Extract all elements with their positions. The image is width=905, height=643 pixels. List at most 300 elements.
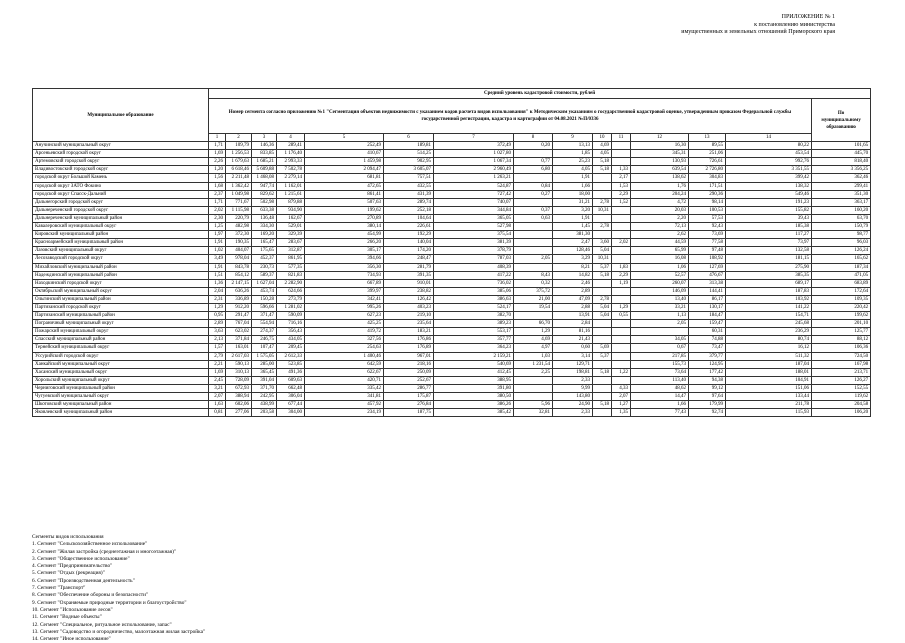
value-cell: 1,91 [209,263,226,271]
value-cell: 1 627,04 [252,279,277,287]
value-cell: 727,42 [434,190,514,198]
value-cell: 1,97 [209,231,226,239]
value-cell: 100,53 [689,206,726,214]
value-cell: 417,22 [434,271,514,279]
value-cell: 80,74 [726,336,812,344]
value-cell: 199,62 [812,312,871,320]
value-cell: 151,06 [726,384,812,392]
municipality-name: Михайловский муниципальный район [33,263,209,271]
municipality-name: Надеждинский муниципальный район [33,271,209,279]
value-cell: 1,29 [209,303,226,311]
column-number: 3 [252,134,277,142]
value-cell: 129,71 [553,360,593,368]
value-cell: 2,20 [631,214,689,222]
value-cell: 357,77 [434,336,514,344]
value-cell: 375,72 [514,287,553,295]
table-row [33,198,871,206]
value-cell: 639,54 [631,166,689,174]
value-cell [593,393,612,401]
value-cell: 622,67 [305,368,384,376]
value-cell: 92,74 [689,409,726,417]
value-cell: 382,70 [434,312,514,320]
value-cell: 21,00 [514,295,553,303]
value-cell: 211,78 [726,401,812,409]
value-cell: 65,99 [631,247,689,255]
column-number: 12 [631,134,689,142]
value-cell: 48,62 [631,384,689,392]
value-cell: 1,33 [612,166,631,174]
value-cell: 861,95 [277,255,305,263]
value-cell: 305,17 [305,247,384,255]
value-cell: 14,82 [553,271,593,279]
value-cell [612,158,631,166]
value-cell: 125,77 [812,328,871,336]
value-cell: 201,10 [812,320,871,328]
table-row [33,393,871,401]
value-cell: 290,36 [689,190,726,198]
value-cell: 133,44 [726,393,812,401]
value-cell: 1 231,54 [514,360,553,368]
value-cell: 399,42 [726,174,812,182]
value-cell: 394,66 [305,255,384,263]
legend-item: 9. Сегмент "Охраняемые природные территории и благоустройство" [32,599,187,606]
value-cell: 66,70 [514,320,553,328]
value-cell: 73,47 [689,344,726,352]
value-cell: 549,46 [726,190,812,198]
value-cell [612,206,631,214]
value-cell [612,344,631,352]
value-cell: 2,79 [209,352,226,360]
value-cell [514,393,553,401]
value-cell [612,231,631,239]
legend-item: 1. Сегмент "Сельскохозяйственное использование" [32,541,148,548]
value-cell [514,376,553,384]
value-cell: 63,70 [812,214,871,222]
value-cell [612,336,631,344]
legend-item: 11. Сегмент "Водные объекты" [32,614,102,621]
value-cell [612,295,631,303]
table-row [33,344,871,352]
value-cell: 150,28 [252,295,277,303]
value-cell: 385,42 [434,409,514,417]
value-cell: 73,69 [689,231,726,239]
column-number: 13 [689,134,726,142]
value-cell: 92,43 [689,223,726,231]
value-cell: 218,16 [384,360,434,368]
value-cell: 609,63 [277,376,305,384]
value-cell: 1,45 [553,223,593,231]
value-cell: 187,75 [384,409,434,417]
value-cell: 47,09 [553,295,593,303]
value-cell: 843,78 [226,263,252,271]
value-cell: 372,30 [226,231,252,239]
value-cell: 160,20 [812,206,871,214]
value-cell: 2 147,15 [226,279,252,287]
value-cell: 1,25 [209,223,226,231]
table-row [33,279,871,287]
value-cell: 98,14 [689,198,726,206]
value-cell: 0,27 [514,190,553,198]
value-cell: 304,83 [689,174,726,182]
appendix-line-2: к постановлению министерства [754,21,835,28]
value-cell: 220,79 [226,214,252,222]
value-cell: 1,69 [209,368,226,376]
value-cell: 523,85 [277,360,305,368]
value-cell: 2,07 [209,393,226,401]
table-row [33,239,871,247]
value-cell: 2,07 [612,393,631,401]
value-cell: 5,18 [593,271,612,279]
value-cell [514,384,553,392]
value-cell: 577,35 [277,263,305,271]
legend-title: Сегменты видов использования [32,534,104,540]
value-cell: 2 159,21 [434,352,514,360]
value-cell: 381,30 [553,231,593,239]
value-cell: 165,62 [812,255,871,263]
appendix-line-3: имущественных и земельных отношений Приморского края [681,29,835,35]
value-cell: 716,16 [277,320,305,328]
value-cell: 2 612,33 [277,352,305,360]
value-cell: 127,69 [689,263,726,271]
value-cell: 4,97 [514,344,553,352]
value-cell: 81,16 [553,328,593,336]
value-cell: 299,41 [812,182,871,190]
value-cell: 386,26 [434,401,514,409]
municipality-name: Владивостокский городской округ [33,166,209,174]
value-cell: 126,27 [812,376,871,384]
value-cell: 32,81 [514,409,553,417]
value-cell: 589,37 [252,271,277,279]
value-cell: 452,37 [252,255,277,263]
value-cell: 2,29 [612,190,631,198]
value-cell: 453,74 [252,287,277,295]
value-cell: 226,61 [384,223,434,231]
value-cell: 399,97 [305,287,384,295]
value-cell: 1,56 [209,174,226,182]
value-cell: 4,05 [553,166,593,174]
value-cell: 524,17 [434,303,514,311]
value-cell: 5,18 [593,368,612,376]
value-cell: 2,05 [631,320,689,328]
value-cell: 136,48 [252,214,277,222]
value-cell: 289,74 [384,198,434,206]
value-cell [514,231,553,239]
value-cell: 106,36 [812,344,871,352]
table-row [33,166,871,174]
value-cell: 4,33 [612,384,631,392]
value-cell: 524,87 [434,182,514,190]
value-cell: 291,47 [226,312,252,320]
value-cell: 273,79 [277,295,305,303]
value-cell: 2 960,49 [434,166,514,174]
value-cell: 404,07 [226,247,252,255]
value-cell [612,142,631,150]
value-cell: 457,92 [305,401,384,409]
municipality-name: Ольгинский муниципальный район [33,295,209,303]
value-cell: 2,47 [553,239,593,247]
value-cell: 342,41 [305,295,384,303]
value-cell: 219,10 [384,312,434,320]
appendix-header [605,14,835,37]
value-cell: 1 400,46 [305,352,384,360]
value-cell: 5,37 [593,263,612,271]
value-cell: 175,65 [252,247,277,255]
value-cell: 1,71 [209,142,226,150]
value-cell: 3 356,25 [812,166,871,174]
value-cell: 44,59 [631,239,689,247]
value-cell: 724,50 [812,352,871,360]
value-cell: 371,70 [252,384,277,392]
value-cell: 1,27 [612,401,631,409]
value-cell: 1,76 [631,182,689,190]
value-cell: 453,54 [726,150,812,158]
value-cell: 425,25 [305,320,384,328]
value-cell: 379,77 [689,352,726,360]
value-cell: 183,21 [384,328,434,336]
value-cell: 250,09 [384,368,434,376]
value-cell: 113,40 [631,376,689,384]
value-cell: 736,02 [434,279,514,287]
value-cell: 378,79 [434,247,514,255]
value-cell: 771,67 [226,198,252,206]
value-cell: 96,03 [812,239,871,247]
value-cell: 39,43 [726,214,812,222]
value-cell: 438,99 [252,401,277,409]
value-cell: 252,18 [384,206,434,214]
value-cell: 117,27 [726,231,812,239]
value-cell: 1 162,01 [277,182,305,190]
value-cell: 912,20 [226,303,252,311]
value-cell: 0,20 [514,142,553,150]
value-cell: 2 617,03 [226,352,252,360]
value-cell: 313,38 [689,279,726,287]
value-cell [593,174,612,182]
value-cell: 289,41 [277,142,305,150]
value-cell: 73,97 [726,239,812,247]
value-cell: 162,67 [277,214,305,222]
value-cell: 403,23 [384,303,434,311]
value-cell: 381,39 [434,239,514,247]
value-cell [612,150,631,158]
legend-item: 3. Сегмент "Общественное использование" [32,555,130,562]
value-cell [612,360,631,368]
value-cell [631,328,689,336]
value-cell: 391,80 [434,384,514,392]
table-row [33,312,871,320]
value-cell: 627,23 [305,312,384,320]
value-cell: 8,43 [514,271,553,279]
value-cell: 3 351,55 [726,166,812,174]
value-cell: 141,22 [726,303,812,311]
table-body [33,142,871,417]
value-cell [514,174,553,182]
table-row [33,376,871,384]
column-number: 2 [226,134,252,142]
municipality-name: Арсеньевский городской округ [33,150,209,158]
value-cell: 140,04 [384,239,434,247]
value-cell: 236,29 [726,328,812,336]
value-cell: 169,20 [252,231,277,239]
value-cell: 106,20 [812,409,871,417]
value-cell: 88,12 [812,336,871,344]
municipality-name: городской округ Спасск-Дальний [33,190,209,198]
municipality-name: Партизанский городской округ [33,303,209,311]
value-cell: 274,37 [252,328,277,336]
value-cell: 385,06 [434,287,514,295]
value-cell: 1,66 [631,401,689,409]
value-cell: 107,47 [252,344,277,352]
value-cell: 623,02 [226,328,252,336]
value-cell: 507,63 [305,198,384,206]
column-number: 9 [553,134,593,142]
value-cell: 596,66 [252,303,277,311]
value-cell: 1,29 [612,303,631,311]
value-cell: 5,18 [593,158,612,166]
value-cell: 391,35 [384,271,434,279]
value-cell: 934,90 [277,206,305,214]
municipality-name: Чугуевский муниципальный округ [33,393,209,401]
value-cell: 910,01 [384,279,434,287]
value-cell: 77,58 [689,239,726,247]
appendix-number: ПРИЛОЖЕНИЕ № 1 [781,14,835,20]
table-row [33,271,871,279]
municipality-name: Партизанский муниципальный район [33,312,209,320]
value-cell: 2 094,47 [305,166,384,174]
value-cell: 0,95 [209,312,226,320]
value-cell: 1,20 [209,166,226,174]
value-cell: 1 049,98 [226,190,252,198]
column-number: 6 [384,134,434,142]
value-cell [612,328,631,336]
value-cell: 57,53 [689,214,726,222]
value-cell: 5,96 [514,401,553,409]
value-cell: 99,12 [689,384,726,392]
value-cell: 2,13 [209,336,226,344]
value-cell: 385,35 [726,271,812,279]
value-cell: 159,47 [689,320,726,328]
legend-item: 12. Сегмент "Специальное, ритуальное использование, запас" [32,621,172,628]
value-cell: 821,83 [277,271,305,279]
value-cell: 757,51 [384,174,434,182]
municipality-name: Пожарский муниципальный округ [33,328,209,336]
table-row [33,336,871,344]
value-cell: 187,83 [726,287,812,295]
value-cell: 73,64 [631,368,689,376]
value-cell: 476,67 [689,271,726,279]
value-cell: 2,25 [514,368,553,376]
column-number: 4 [277,134,305,142]
value-cell: 1,69 [209,150,226,158]
value-cell: 0,63 [514,214,553,222]
municipality-name: Красноармейский муниципальный район [33,239,209,247]
value-cell: 677,44 [277,401,305,409]
value-cell: 128,46 [553,247,593,255]
value-cell: 2,31 [209,295,226,303]
value-cell: 3,20 [553,206,593,214]
municipality-name: Лесозаводский городской округ [33,255,209,263]
value-cell: 204,24 [631,190,689,198]
value-cell: 277,06 [226,409,252,417]
value-cell: 172,64 [812,287,871,295]
value-cell: 187,04 [726,360,812,368]
table-row [33,206,871,214]
value-cell: 689,17 [726,279,812,287]
value-cell: 242,95 [252,393,277,401]
value-cell: 109,35 [812,295,871,303]
value-cell: 1,13 [631,312,689,320]
value-cell: 434,05 [277,336,305,344]
value-cell: 511,32 [726,352,812,360]
column-number: 8 [514,134,553,142]
value-cell: 2 993,33 [277,158,305,166]
value-cell: 209,45 [277,344,305,352]
value-cell: 2,21 [209,360,226,368]
value-cell [514,239,553,247]
value-cell: 6 618,46 [226,166,252,174]
table-row [33,223,871,231]
value-cell: 3,63 [209,328,226,336]
value-cell: 213,71 [812,368,871,376]
value-cell: 740,07 [434,198,514,206]
value-cell: 234,19 [305,409,384,417]
value-cell: 154,71 [726,312,812,320]
value-cell: 124,95 [689,360,726,368]
value-cell: 1 263,21 [434,174,514,182]
value-cell: 204,58 [812,401,871,409]
value-cell: 146,36 [252,142,277,150]
legend-item: 10. Сегмент "Использование лесов" [32,606,113,613]
value-cell [514,198,553,206]
value-cell: 0,81 [209,409,226,417]
value-cell: 192,29 [384,231,434,239]
table-row [33,263,871,271]
value-cell [612,376,631,384]
value-cell: 188,01 [726,368,812,376]
value-cell: 681,81 [305,174,384,182]
legend-item: 8. Сегмент "Обеспечение обороны и безопасности" [32,592,149,599]
value-cell: 602,06 [226,401,252,409]
value-cell: 203,58 [252,409,277,417]
value-cell: 5,69 [593,344,612,352]
value-cell [593,328,612,336]
table-row [33,182,871,190]
value-cell: 109,79 [226,142,252,150]
value-cell: 1,36 [209,279,226,287]
value-cell [612,223,631,231]
municipality-name: Анучинский муниципальный округ [33,142,209,150]
value-cell: 260,07 [631,279,689,287]
value-cell: 365,45 [252,368,277,376]
column-number: 10 [593,134,612,142]
value-cell [514,150,553,158]
value-cell: 0,84 [514,182,553,190]
value-cell: 245,68 [726,320,812,328]
value-cell: 217,85 [631,352,689,360]
value-cell [593,287,612,295]
value-cell: 4,69 [514,336,553,344]
value-cell: 312,87 [277,247,305,255]
value-cell: 2,46 [553,279,593,287]
value-cell: 0,60 [553,344,593,352]
value-cell: 230,73 [252,263,277,271]
value-cell: 833,85 [252,150,277,158]
value-cell: 1,66 [553,182,593,190]
value-cell [612,320,631,328]
value-cell: 5 609,88 [252,166,277,174]
value-cell: 25,23 [553,158,593,166]
value-cell: 1,03 [514,352,553,360]
value-cell: 1,85 [553,150,593,158]
